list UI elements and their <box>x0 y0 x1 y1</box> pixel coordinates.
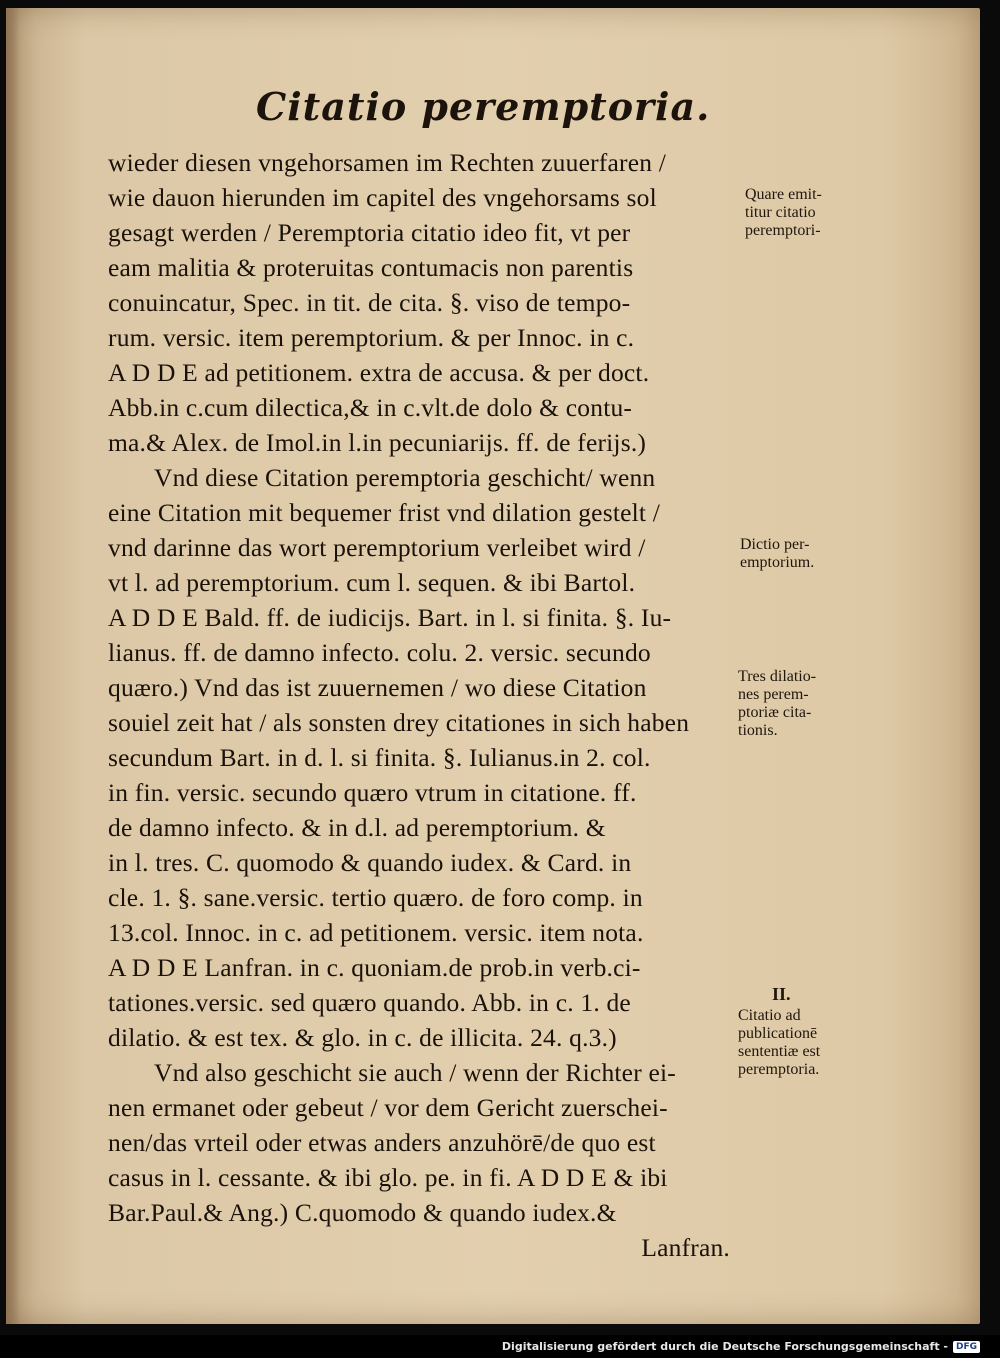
text-line: A D D E Lanfran. in c. quoniam.de prob.in verb.ci- <box>108 953 641 982</box>
margin-note-citatio-ad-publicationem <box>738 985 863 1079</box>
text-line: eam malitia & proteruitas contumacis non parentis <box>108 253 634 282</box>
text-line: vt l. ad peremptorium. cum l. sequen. & ibi Bartol. <box>108 568 636 597</box>
margin-note-line: nes perem- <box>738 686 809 703</box>
margin-note-line: sententiæ est <box>738 1043 821 1060</box>
text-line: Vnd diese Citation peremptoria geschicht/ wenn <box>154 463 656 492</box>
text-line: eine Citation mit bequemer frist vnd dilation gestelt / <box>108 498 661 527</box>
margin-note-quare-emittitur <box>745 186 870 240</box>
running-head: Citatio peremptoria. <box>256 84 711 129</box>
margin-note-line: emptorium. <box>740 554 815 571</box>
margin-note-line: Tres dilatio- <box>738 668 817 685</box>
margin-note-dictio-peremptorium <box>740 536 865 572</box>
digitization-footer <box>502 1340 980 1353</box>
margin-note-line: Citatio ad <box>738 1007 801 1024</box>
text-line: gesagt werden / Peremptoria citatio ideo fit, vt per <box>108 218 631 247</box>
text-line: cle. 1. §. sane.versic. tertio quæro. de foro comp. in <box>108 883 643 912</box>
margin-note-line: publicationē <box>738 1025 818 1042</box>
text-line: vnd darinne das wort peremptorium verleibet wird / <box>108 533 646 562</box>
footer-text: Digitalisierung gefördert durch die Deutsche Forschungsgemeinschaft - <box>501 1340 948 1353</box>
text-line: 13.col. Innoc. in c. ad petitionem. versic. item nota. <box>108 918 644 947</box>
text-line: de damno infecto. & in d.l. ad peremptorium. & <box>108 813 606 842</box>
text-line: tationes.versic. sed quæro quando. Abb. in c. 1. de <box>108 988 631 1017</box>
dfg-logo: DFG <box>953 1341 980 1353</box>
text-line: secundum Bart. in d. l. si finita. §. Iulianus.in 2. col. <box>108 743 651 772</box>
margin-note-line: titur citatio <box>745 204 816 221</box>
text-line: A D D E Bald. ff. de iudicijs. Bart. in l. si finita. §. Iu- <box>108 603 672 632</box>
margin-note-line: ptoriæ cita- <box>738 704 812 721</box>
margin-note-line: Quare emit- <box>745 186 822 203</box>
margin-note-line: peremptoria. <box>738 1061 820 1078</box>
margin-note-line: Dictio per- <box>740 536 810 553</box>
text-line: casus in l. cessante. & ibi glo. pe. in fi. A D D E & ibi <box>108 1163 668 1192</box>
text-line: conuincatur, Spec. in tit. de cita. §. viso de tempo- <box>108 288 631 317</box>
text-line: wie dauon hierunden im capitel des vngehorsams sol <box>108 183 657 212</box>
page-gutter-shadow <box>6 8 20 1324</box>
text-line: Vnd also geschicht sie auch / wenn der Richter ei- <box>154 1058 676 1087</box>
text-line: nen/das vrteil oder etwas anders anzuhörē/de quo est <box>108 1128 656 1157</box>
text-line: in fin. versic. secundo quæro vtrum in citatione. ff. <box>108 778 637 807</box>
text-line: wieder diesen vngehorsamen im Rechten zuuerfaren / <box>108 148 667 177</box>
text-line: souiel zeit hat / als sonsten drey citationes in sich haben <box>108 708 690 737</box>
text-line: quæro.) Vnd das ist zuuernemen / wo diese Citation <box>108 673 647 702</box>
body-text <box>108 145 738 1265</box>
text-line: rum. versic. item peremptorium. & per Innoc. in c. <box>108 323 635 352</box>
text-line: A D D E ad petitionem. extra de accusa. & per doct. <box>108 358 650 387</box>
text-line: in l. tres. C. quomodo & quando iudex. & Card. in <box>108 848 632 877</box>
text-line: dilatio. & est tex. & glo. in c. de illicita. 24. q.3.) <box>108 1023 617 1052</box>
text-line: lianus. ff. de damno infecto. colu. 2. versic. secundo <box>108 638 651 667</box>
margin-note-line: II. <box>772 984 791 1004</box>
text-line: Abb.in c.cum dilectica,& in c.vlt.de dolo & contu- <box>108 393 633 422</box>
margin-note-line: peremptori- <box>745 222 821 239</box>
text-line: ma.& Alex. de Imol.in l.in pecuniarijs. ff. de ferijs.) <box>108 428 647 457</box>
text-line: nen ermanet oder gebeut / vor dem Gericht zuerschei- <box>108 1093 668 1122</box>
text-line: Lanfran. <box>641 1233 730 1262</box>
text-line: Bar.Paul.& Ang.) C.quomodo & quando iudex.& <box>108 1198 617 1227</box>
margin-note-line: tionis. <box>738 722 778 739</box>
margin-note-tres-dilationes <box>738 668 863 740</box>
